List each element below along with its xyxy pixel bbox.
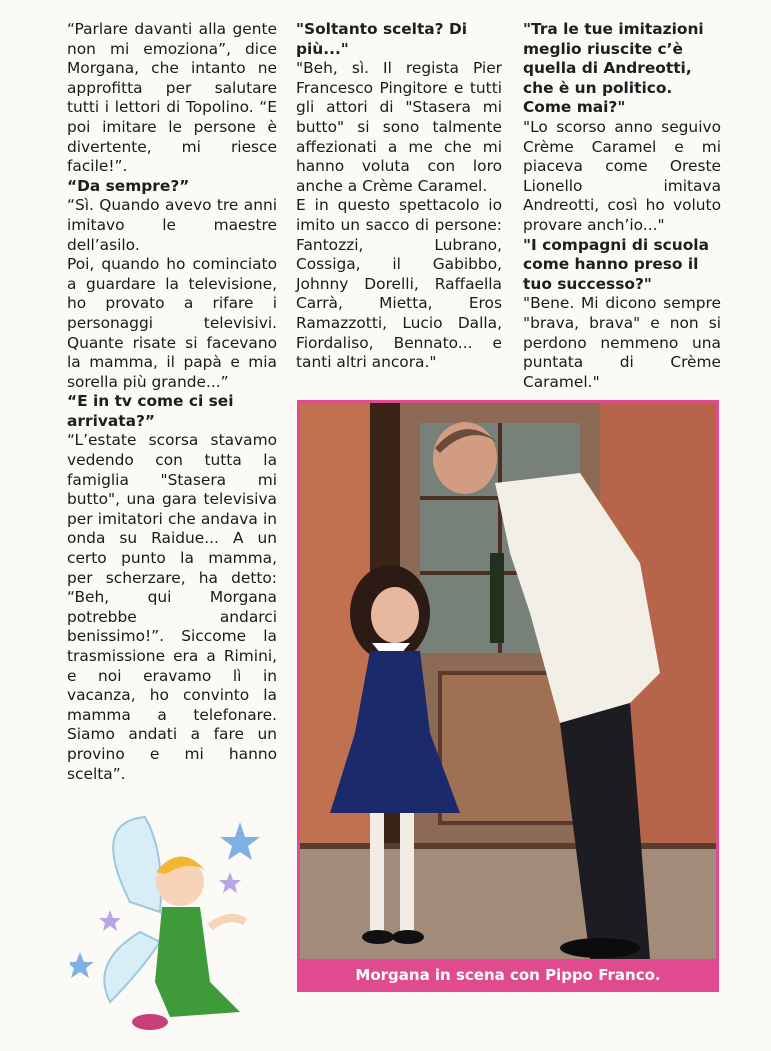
article-column-1 <box>67 20 277 784</box>
paragraph: “Parlare davanti alla gente non mi emoziona”, dice Morgana, che intanto ne approfitta per salutare tutti i lettori di Topolino. “E poi imitare le persone è divertente, mi riesce facile!”. <box>67 20 277 176</box>
paragraph: Poi, quando ho cominciato a guardare la televisione, ho provato a rifare i personaggi televisivi. Quante risate si facevano la mamma, il papà e mia sorella più grande...” <box>67 255 277 391</box>
stage-photo <box>300 403 716 959</box>
interview-question: "I compagni di scuola come hanno preso il tuo successo?" <box>523 235 709 293</box>
paragraph: "Beh, sì. Il regista Pier Francesco Pingitore e tutti gli attori di "Stasera mi butto" si sono talmente affezionati a me che mi hanno voluta con loro anche a Crème Caramel. <box>296 59 502 195</box>
interview-question: “E in tv come ci sei arrivata?” <box>67 392 234 430</box>
article-column-3 <box>523 20 721 392</box>
article-column-2 <box>296 20 502 373</box>
interview-question: “Da sempre?” <box>67 176 190 195</box>
interview-question: "Soltanto scelta? Di più..." <box>296 20 468 58</box>
interview-question: "Tra le tue imitazioni meglio riuscite c’è quella di Andreotti, che è un politico. Come mai?" <box>523 20 704 117</box>
paragraph: "Lo scorso anno seguivo Crème Caramel e mi piaceva come Oreste Lionello imitava Andreotti, così ho voluto provare anch’io..." <box>523 117 721 234</box>
photo-caption: Morgana in scena con Pippo Franco. <box>355 966 661 984</box>
paragraph: E in questo spettacolo io imito un sacco di persone: Fantozzi, Lubrano, Cossiga, il Gabibbo, Johnny Dorelli, Raffaella Carrà, Mietta, Eros Ramazzotti, Lucio Dalla, Fiordaliso, Bennato... e tanti altri ancora." <box>296 196 502 372</box>
tinkerbell-fairy-icon <box>70 812 260 1041</box>
stage-scene-illustration <box>300 403 716 959</box>
stage-photo-frame <box>297 400 719 992</box>
paragraph: “Sì. Quando avevo tre anni imitavo le maestre dell’asilo. <box>67 196 277 254</box>
paragraph: "Bene. Mi dicono sempre "brava, brava" e non si perdono nemmeno una puntata di Crème Caramel." <box>523 294 721 391</box>
paragraph: “L’estate scorsa stavamo vedendo con tutta la famiglia "Stasera mi butto", una gara televisiva per imitatori che andava in onda su Raidue... A un certo punto la mamma, per scherzare, ha detto: “Beh, qui Morgana potrebbe andarci benissimo!”. Siccome la trasmissione era a Rimini, e noi eravamo lì in vacanza, ho convinto la mamma a telefonare. Siamo andati a fare un provino e mi hanno scelta”. <box>67 431 277 783</box>
